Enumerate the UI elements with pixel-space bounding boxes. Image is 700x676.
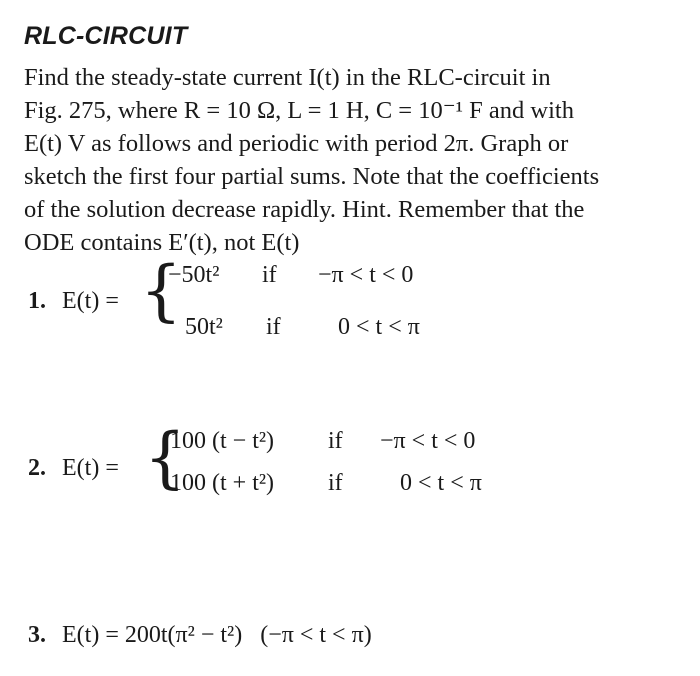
paragraph-line-3: E(t) V as follows and periodic with period 2π. Graph or bbox=[24, 130, 569, 157]
problem-1-number: 1. bbox=[28, 288, 46, 314]
problem-2-number: 2. bbox=[28, 455, 46, 481]
problem-2-brace: { bbox=[144, 419, 186, 496]
problem-2-lhs: E(t) = bbox=[62, 455, 119, 481]
problem-1-case-2-if: if bbox=[266, 314, 281, 340]
problem-1-lhs: E(t) = bbox=[62, 288, 119, 314]
paragraph-line-1: Find the steady-state current I(t) in the RLC-circuit in bbox=[24, 64, 551, 91]
paragraph-line-2: Fig. 275, where R = 10 Ω, L = 1 H, C = 10⁻¹ F and with bbox=[24, 97, 574, 124]
problem-3-number: 3. bbox=[28, 622, 46, 648]
problem-2-case-1-if: if bbox=[328, 428, 343, 454]
problem-1-case-2-cond: 0 < t < π bbox=[338, 314, 420, 340]
paragraph-line-4: sketch the first four partial sums. Note that the coefficients bbox=[24, 163, 600, 190]
problem-1-brace: { bbox=[140, 252, 182, 329]
problem-1-case-1-expr: −50t² bbox=[168, 262, 220, 288]
paragraph-line-6: ODE contains E′(t), not E(t) bbox=[24, 229, 300, 256]
problem-1-case-2-expr: 50t² bbox=[185, 314, 223, 340]
section-title: RLC-CIRCUIT bbox=[24, 22, 188, 50]
problem-2-case-2-if: if bbox=[328, 470, 343, 496]
problem-1-case-1-if: if bbox=[262, 262, 277, 288]
problem-2-case-2-cond: 0 < t < π bbox=[400, 470, 482, 496]
problem-2-case-1-expr: 100 (t − t²) bbox=[170, 428, 275, 454]
paragraph-line-5: of the solution decrease rapidly. Hint. Remember that the bbox=[24, 196, 585, 223]
problem-3-expression: E(t) = 200t(π² − t²) (−π < t < π) bbox=[62, 622, 372, 648]
problem-2-case-2-expr: 100 (t + t²) bbox=[170, 470, 275, 496]
problem-2-case-1-cond: −π < t < 0 bbox=[380, 428, 476, 454]
problem-1-case-1-cond: −π < t < 0 bbox=[318, 262, 414, 288]
